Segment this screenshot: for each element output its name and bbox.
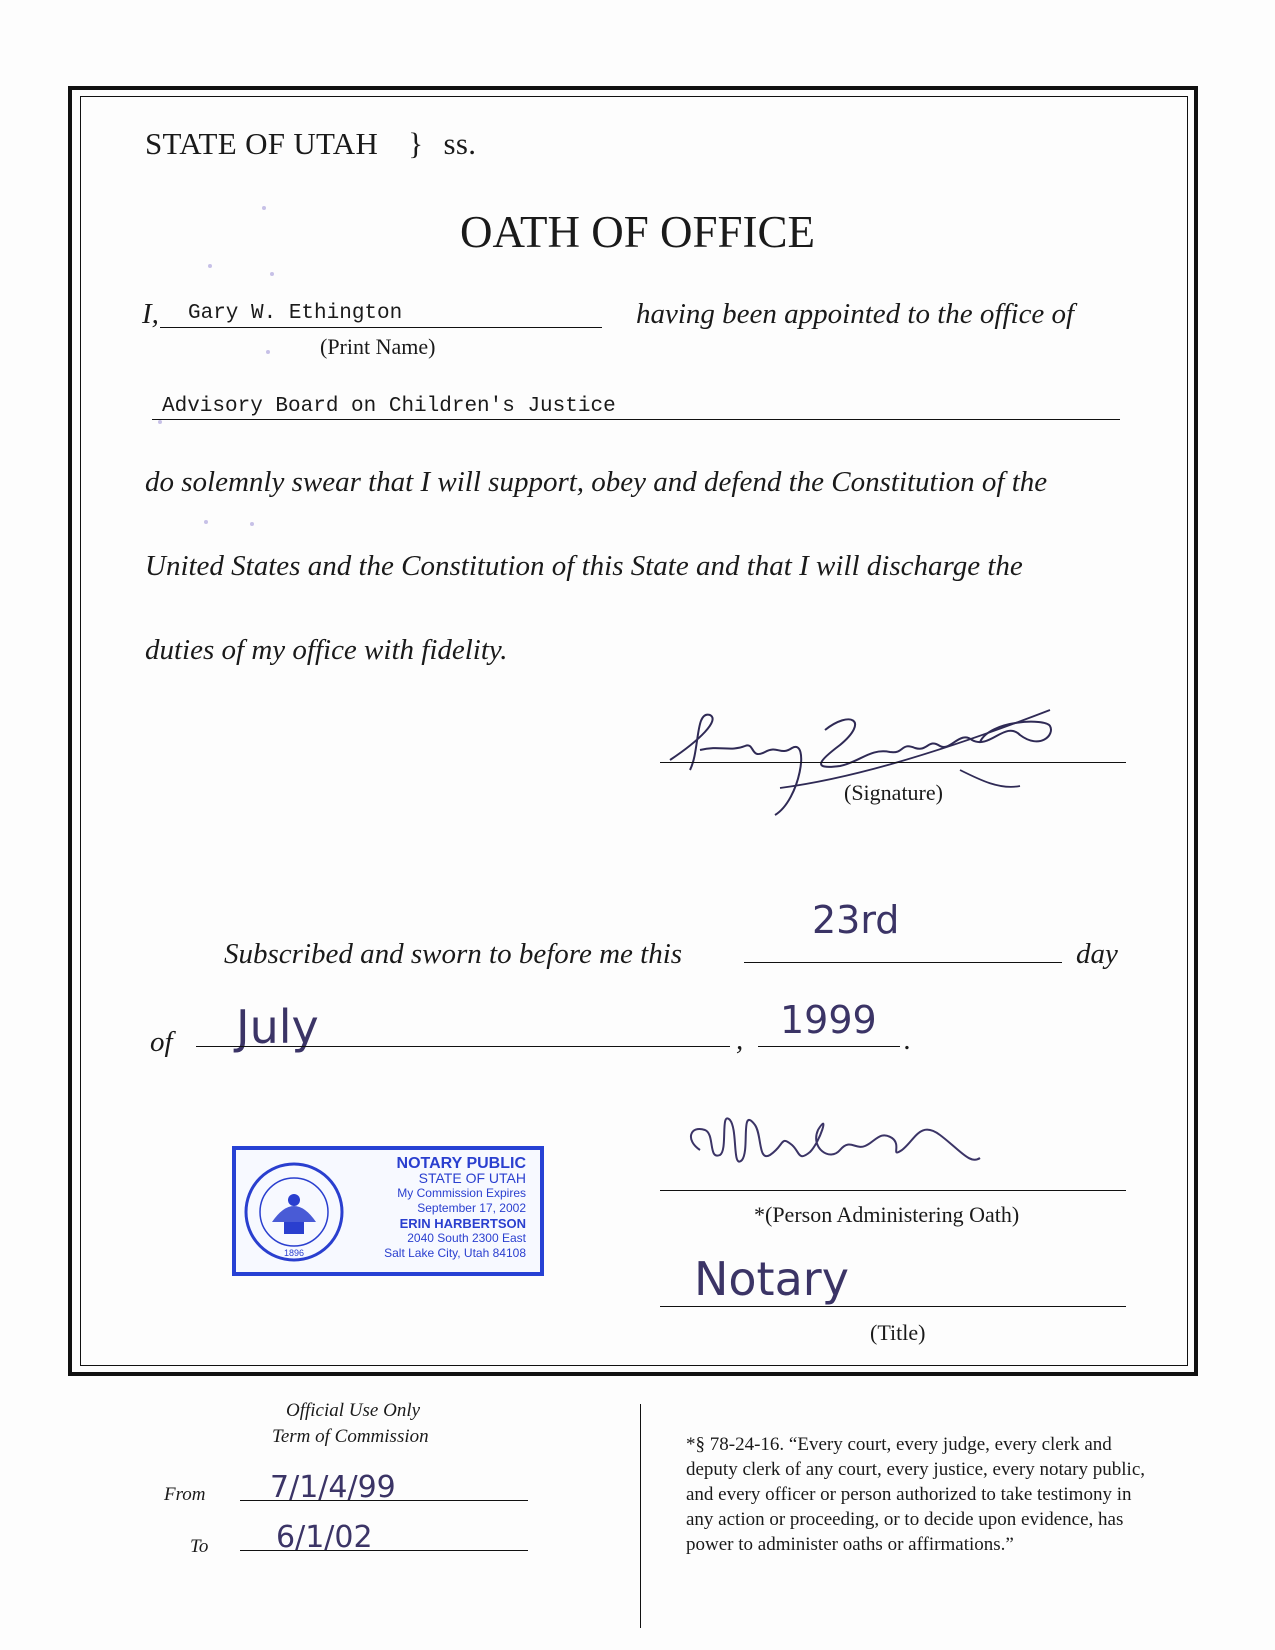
document-title: OATH OF OFFICE <box>459 207 816 257</box>
to-value[interactable]: 6/1/02 <box>276 1520 373 1555</box>
venue-brace: } <box>408 126 424 161</box>
stamp-line: September 17, 2002 <box>417 1201 526 1215</box>
day-line <box>744 962 1062 963</box>
administrator-caption: *(Person Administering Oath) <box>754 1202 1020 1227</box>
stamp-line: STATE OF UTAH <box>418 1170 526 1186</box>
administrator-line <box>660 1190 1126 1191</box>
day-value[interactable]: 23rd <box>812 898 900 942</box>
appointed-text: having been appointed to the office of <box>636 298 1075 330</box>
to-label: To <box>190 1536 209 1557</box>
signature-caption: (Signature) <box>844 780 943 805</box>
from-label: From <box>164 1484 206 1505</box>
print-name-line <box>160 327 602 328</box>
office-line <box>152 419 1120 420</box>
statute-text <box>686 1432 1145 1557</box>
comma: , <box>736 1024 744 1056</box>
state-seal-icon <box>242 1160 346 1264</box>
stamp-line: ERIN HARBERTSON <box>399 1216 526 1231</box>
year-value[interactable]: 1999 <box>780 998 877 1042</box>
statute-line: and every officer or person authorized to take testimony in <box>686 1484 1132 1505</box>
oath-line-3: duties of my office with fidelity. <box>145 634 508 666</box>
month-line <box>196 1046 730 1047</box>
of-label: of <box>150 1026 173 1058</box>
print-name-caption: (Print Name) <box>320 334 436 359</box>
period: . <box>904 1024 912 1056</box>
venue-state: STATE OF UTAH <box>145 126 379 161</box>
oath-line-1: do solemnly swear that I will support, obey and defend the Constitution of the <box>145 466 1048 498</box>
venue-header <box>145 126 476 162</box>
official-use-heading: Official Use Only <box>286 1400 421 1421</box>
month-value[interactable]: July <box>236 1000 319 1054</box>
i-prefix: I, <box>142 298 159 330</box>
year-line <box>758 1046 900 1047</box>
stamp-line: My Commission Expires <box>397 1186 526 1200</box>
stamp-line: Salt Lake City, Utah 84108 <box>384 1246 526 1260</box>
from-line <box>240 1500 528 1501</box>
from-value[interactable]: 7/1/4/99 <box>270 1470 396 1505</box>
print-name-value[interactable]: Gary W. Ethington <box>188 302 403 325</box>
to-line <box>240 1550 528 1551</box>
administrator-signature-handwriting <box>680 1100 1000 1190</box>
office-value[interactable]: Advisory Board on Children's Justice <box>162 395 616 418</box>
stamp-line: 2040 South 2300 East <box>407 1231 526 1245</box>
statute-line: deputy clerk of any court, every justice, every notary public, <box>686 1459 1145 1480</box>
venue-ss: ss. <box>443 126 477 161</box>
title-caption: (Title) <box>870 1320 926 1345</box>
title-value[interactable]: Notary <box>694 1252 849 1306</box>
day-label: day <box>1076 938 1118 970</box>
seal-year: 1896 <box>283 1248 305 1258</box>
sworn-text: Subscribed and sworn to before me this <box>224 938 683 970</box>
stamp-text-block <box>346 1156 526 1261</box>
statute-line: *§ 78-24-16. “Every court, every judge, every clerk and <box>686 1434 1112 1455</box>
statute-line: power to administer oaths or affirmations.” <box>686 1534 1014 1555</box>
section-divider <box>640 1404 641 1628</box>
statute-line: any action or proceeding, or to decide upon evidence, has <box>686 1509 1124 1530</box>
stamp-line: NOTARY PUBLIC <box>396 1155 526 1172</box>
signature-line <box>660 762 1126 763</box>
term-heading: Term of Commission <box>272 1426 429 1447</box>
notary-stamp <box>232 1146 544 1276</box>
title-line <box>660 1306 1126 1307</box>
oath-line-2: United States and the Constitution of this State and that I will discharge the <box>145 550 1023 582</box>
